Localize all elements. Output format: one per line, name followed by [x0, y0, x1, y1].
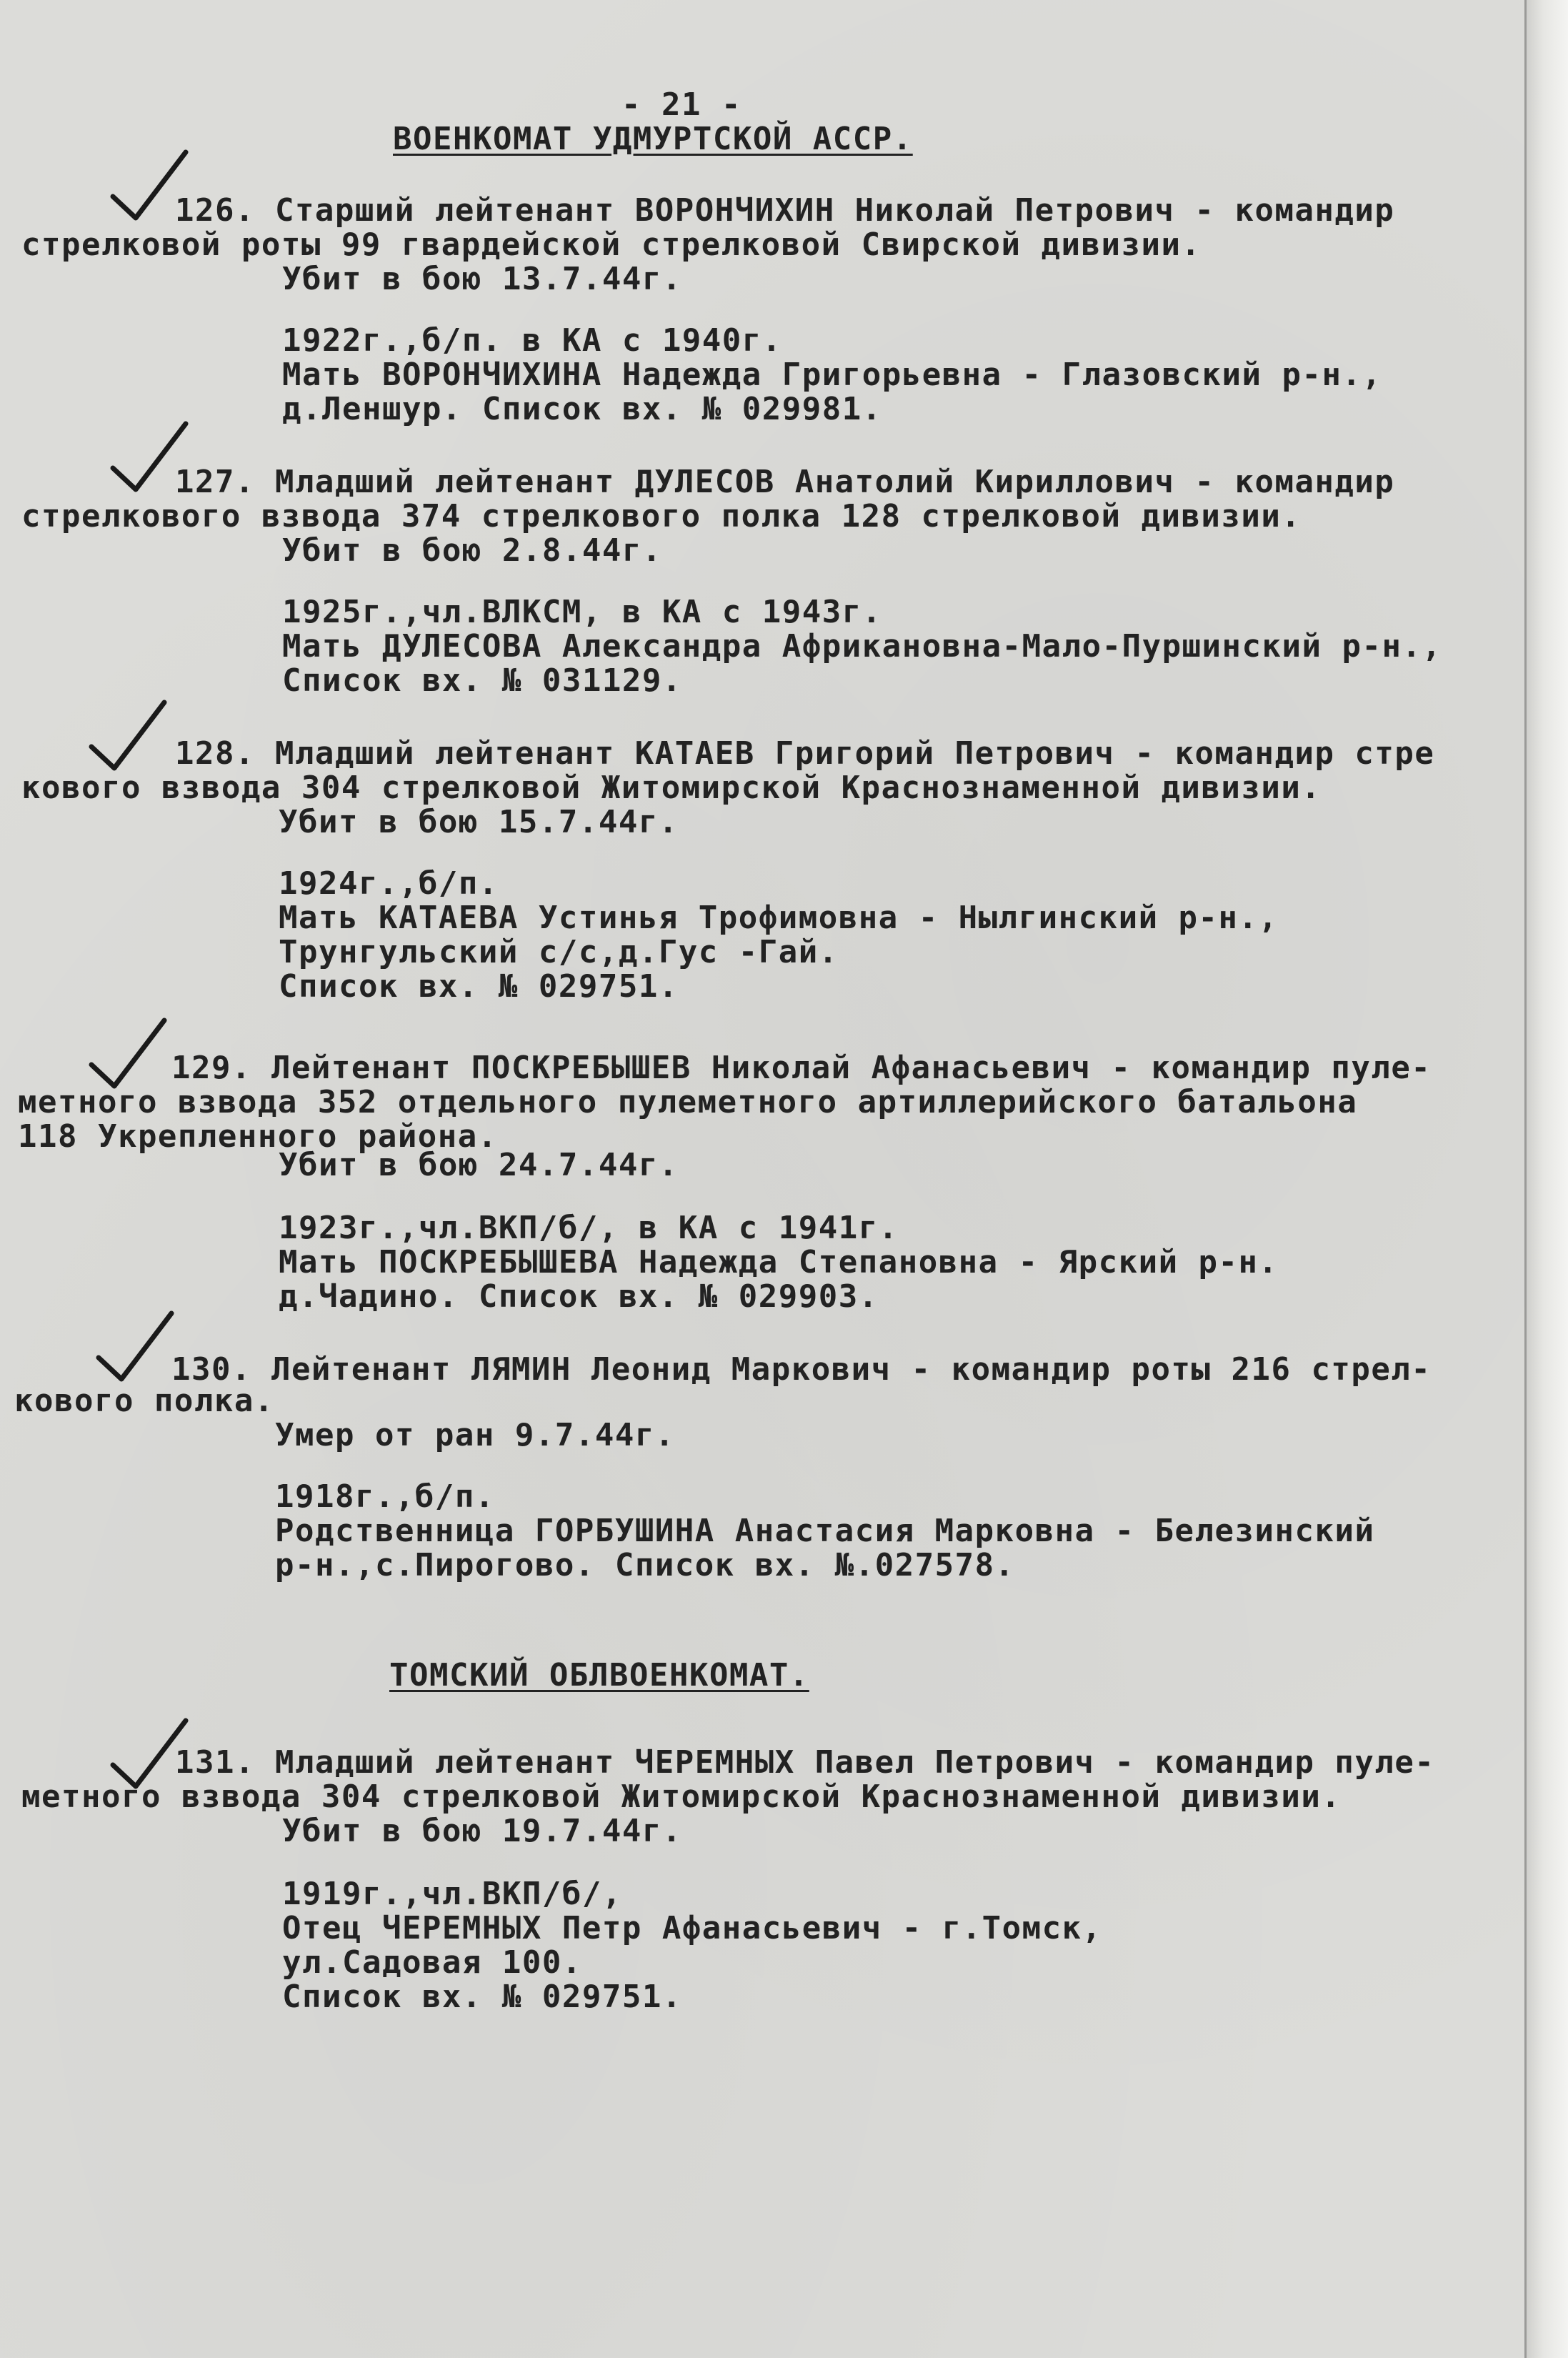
section-heading-udmurt: ВОЕНКОМАТ УДМУРТСКОЙ АССР.: [393, 121, 913, 157]
checkmark-icon: [93, 1308, 179, 1386]
entry-131-line-1: 131. Младший лейтенант ЧЕРЕМНЫХ Павел Петрович - командир пуле-: [175, 1744, 1435, 1781]
entry-130-line-5: Родственница ГОРБУШИНА Анастасия Марковна - Белезинский: [275, 1513, 1375, 1549]
entry-130-line-4: 1918г.,б/п.: [275, 1478, 495, 1515]
entry-128-line-7: Список вх. № 029751.: [279, 968, 679, 1005]
entry-126-line-1: 126. Старший лейтенант ВОРОНЧИХИН Николай Петрович - командир: [175, 192, 1395, 229]
entry-127-line-4: 1925г.,чл.ВЛКСМ, в КА с 1943г.: [282, 594, 882, 630]
entry-127-line-5: Мать ДУЛЕСОВА Александра Африкановна-Мало-Пуршинский р-н.,: [282, 628, 1442, 665]
page-number: - 21 -: [621, 86, 741, 123]
entry-130-line-1: 130. Лейтенант ЛЯМИН Леонид Маркович - командир роты 216 стрел-: [171, 1351, 1432, 1388]
entry-126-line-6: д.Леншур. Список вх. № 029981.: [282, 391, 882, 427]
entry-130-line-3: Умер от ран 9.7.44г.: [275, 1417, 675, 1453]
checkmark-icon: [86, 697, 171, 775]
entry-128-line-4: 1924г.,б/п.: [279, 865, 499, 902]
entry-130-line-6: р-н.,с.Пирогово. Список вх. №.027578.: [275, 1547, 1015, 1583]
checkmark-icon: [86, 1015, 171, 1093]
entry-129-line-3: 118 Укрепленного района.: [18, 1118, 498, 1155]
entry-131-line-2: метного взвода 304 стрелковой Житомирской Краснознаменной дивизии.: [21, 1779, 1342, 1815]
entry-131-line-6: ул.Садовая 100.: [282, 1944, 582, 1981]
entry-126-line-2: стрелковой роты 99 гвардейской стрелковой Свирской дивизии.: [21, 227, 1202, 263]
entry-127-line-6: Список вх. № 031129.: [282, 662, 682, 699]
entry-126-line-3: Убит в бою 13.7.44г.: [282, 261, 682, 297]
entry-131-line-4: 1919г.,чл.ВКП/б/,: [282, 1876, 622, 1912]
entry-129-line-4: Убит в бою 24.7.44г.: [279, 1147, 679, 1183]
entry-126-line-4: 1922г.,б/п. в КА с 1940г.: [282, 322, 782, 359]
page-edge: [1524, 0, 1568, 2358]
entry-126-line-5: Мать ВОРОНЧИХИНА Надежда Григорьевна - Глазовский р-н.,: [282, 357, 1382, 393]
entry-131-line-7: Список вх. № 029751.: [282, 1979, 682, 2015]
entry-129-line-7: д.Чадино. Список вх. № 029903.: [279, 1278, 879, 1315]
entry-128-line-3: Убит в бою 15.7.44г.: [279, 804, 679, 840]
entry-127-line-3: Убит в бою 2.8.44г.: [282, 532, 662, 569]
entry-129-line-6: Мать ПОСКРЕБЫШЕВА Надежда Степановна - Ярский р-н.: [279, 1244, 1279, 1280]
entry-129-line-1: 129. Лейтенант ПОСКРЕБЫШЕВ Николай Афанасьевич - командир пуле-: [171, 1050, 1432, 1086]
entry-128-line-2: кового взвода 304 стрелковой Житомирской Краснознаменной дивизии.: [21, 770, 1322, 806]
entry-128-line-1: 128. Младший лейтенант КАТАЕВ Григорий Петрович - командир стре: [175, 735, 1435, 772]
entry-127-line-2: стрелкового взвода 374 стрелкового полка 128 стрелковой дивизии.: [21, 498, 1302, 534]
entry-131-line-3: Убит в бою 19.7.44г.: [282, 1813, 682, 1849]
entry-131-line-5: Отец ЧЕРЕМНЫХ Петр Афанасьевич - г.Томск,: [282, 1910, 1102, 1946]
entry-129-line-2: метного взвода 352 отдельного пулеметного артиллерийского батальона: [18, 1084, 1358, 1120]
entry-129-line-5: 1923г.,чл.ВКП/б/, в КА с 1941г.: [279, 1210, 899, 1246]
entry-128-line-5: Мать КАТАЕВА Устинья Трофимовна - Нылгинский р-н.,: [279, 900, 1279, 936]
section-heading-tomsk: ТОМСКИЙ ОБЛВОЕНКОМАТ.: [389, 1657, 809, 1693]
entry-128-line-6: Трунгульский с/с,д.Гус -Гай.: [279, 934, 839, 970]
entry-127-line-1: 127. Младший лейтенант ДУЛЕСОВ Анатолий Кириллович - командир: [175, 464, 1395, 500]
entry-130-line-2: кового полка.: [14, 1383, 274, 1419]
